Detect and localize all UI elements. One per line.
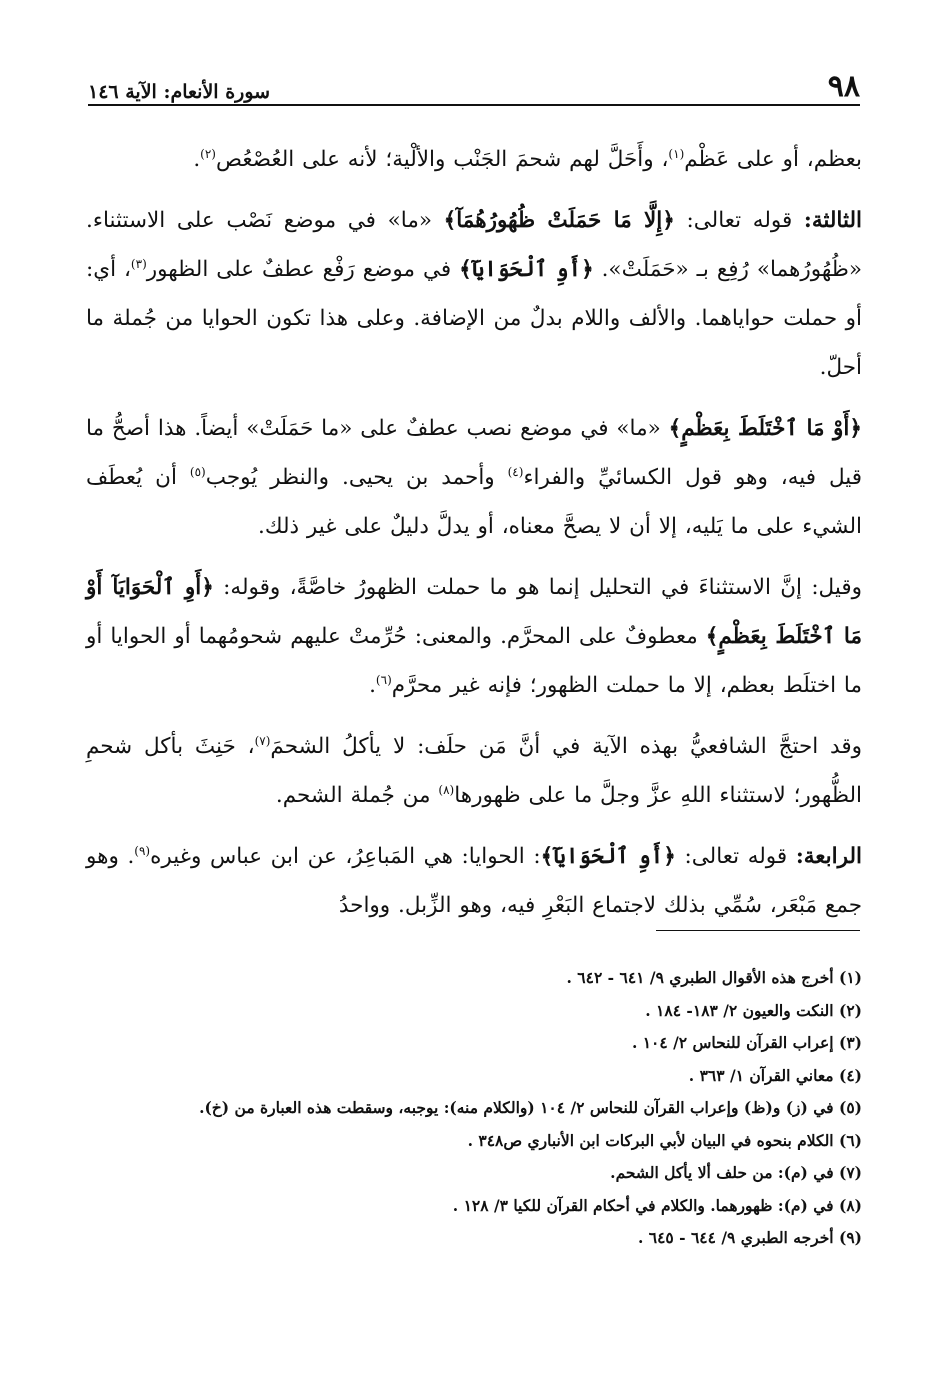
text-run: قوله تعالى: [674,208,804,233]
text-run: في موضع رَفْع عطفٌ على الظهور [146,257,460,282]
footnote-item: (٦) الكلام بنحوه في البيان لأبي البركات ابن الأنباري ص٣٤٨ . [467,1130,862,1150]
text-run: وقد احتجَّ الشافعيُّ بهذه الآية في أنَّ مَن حلَف: لا يأكلُ الشحمَ [270,734,862,759]
footnote-item: (٤) معاني القرآن ١/ ٣٦٣ . [688,1065,862,1085]
text-run: ، حَنِثَ بأكل شحمِ الظُّهور؛ لاستثناء اللهِ عزَّ وجلَّ ما على ظهورها [86,734,862,808]
text-run: «ما» في موضع نَصْب على الاستثناء. «ظُهُورُهما» رُفِع بـ «حَمَلَتْ». [86,208,863,282]
footnote-ref: (٥) [189,464,206,479]
page-number: ٩٨ [827,69,860,104]
footnote-item: (٧) في (م): من حلف ألا يأكل الشحم. [610,1163,862,1182]
footnotes [86,962,862,1255]
main-text [86,135,862,942]
text-run: قوله تعالى: [675,844,796,869]
text-run: ، وأَحَلَّ لهم شحمَ الجَنْب والألْية؛ لأنه على العُصْعُص [215,147,669,172]
running-header [88,62,860,102]
text-run: «ما» في موضع نصب عطفٌ على «ما حَمَلَتْ» أيضاً. هذا أصحُّ ما قيل فيه، وهو قول الكسائيِّ والفراء [86,416,862,490]
footnote-separator [656,930,860,931]
footnote-item: (٥) في (ز) و(ظ) وإعراب القرآن للنحاس ٢/ ١٠٤ (والكلام منه): يوجبه، وسقطت هذه العبارة من (خ). [199,1098,862,1117]
footnote-ref: (٨) [438,782,455,797]
quran-quote: ﴿أَوِ ٱلْحَوَايَآ أَوْ مَا ٱخْتَلَطَ بِعَظْمٍ﴾ [86,575,862,649]
paragraph [86,404,862,551]
footnote-ref: (١) [668,146,685,161]
footnote-item: (٢) النكت والعيون ٢/ ١٨٣- ١٨٤ . [645,1000,862,1020]
paragraph [86,563,862,710]
footnote-item: (١) أخرج هذه الأقوال الطبري ٩/ ٦٤١ - ٦٤٢ . [566,968,862,987]
paragraph [86,832,862,930]
paragraph [86,722,862,820]
text-run: : الحوايا: هي المَباعِرُ، عن ابن عباس وغيره [150,844,541,869]
text-run: معطوفٌ على المحرَّم. والمعنى: حُرِّمتْ عليهم شحومُهما أو الحوايا أو ما اختلَط بعظم، إلا ما حملت الظهور؛ فإنه غير محرَّم [86,624,862,698]
section-heading: الرابعة: [795,844,862,869]
footnote-ref: (٢) [200,146,216,161]
header-rule [88,104,860,106]
paragraph [86,196,862,392]
section-heading: الثالثة: [803,208,862,233]
text-run: من جُملة الشحم. [275,783,439,808]
quran-quote: ﴿أَوْ مَا ٱخْتَلَطَ بِعَظْمٍ﴾ [668,416,862,441]
text-run: وقيل: إنَّ الاستثناءَ في التحليل إنما هو ما حملت الظهورُ خاصَّةً، وقوله: [213,575,862,600]
footnote-item: (٩) أخرجه الطبري ٩/ ٦٤٤ - ٦٤٥ . [637,1228,862,1247]
quran-quote: ﴿إِلَّا مَا حَمَلَتْ ظُهُورُهُمَآ﴾ [443,208,675,233]
chapter-title: سورة الأنعام: الآية ١٤٦ [88,81,271,103]
text-run: وأحمد بن يحيى. والنظر يُوجب [205,465,508,490]
quran-quote: ﴿أَوِ ٱلْحَوَايَآ﴾ [540,844,676,869]
text-run: ، أي: أو حملت حواياهما. والألف واللام بدلٌ من الإضافة. وعلى هذا تكون الحوايا من جُملة ما أحلّ. [86,257,862,380]
text-run: . [369,673,376,698]
text-run: . [193,147,201,172]
text-run: أن يُعطَف الشيء على ما يَليه، إلا أن لا يصحَّ معناه، أو يدلَّ دليلٌ على غير ذلك. [86,465,862,539]
footnote-ref: (٩) [134,843,151,858]
footnote-item: (٣) إعراب القرآن للنحاس ٢/ ١٠٤ . [631,1033,862,1052]
paragraph [86,135,862,184]
text-run: . وهو جمع مَبْعَر، سُمِّي بذلك لاجتماع البَعْرِ فيه، وهو الزِّبل. وواحدُ [86,844,862,918]
footnote-ref: (٣) [130,256,147,271]
footnote-item: (٨) في (م): ظهورهما. والكلام في أحكام القرآن للكيا ٣/ ١٢٨ . [452,1195,862,1215]
footnote-ref: (٤) [507,464,524,479]
text-run: بعظم، أو على عَظْم [684,147,862,172]
quran-quote: ﴿أَوِ ٱلْحَوَايَآ﴾ [459,257,594,282]
footnote-ref: (٦) [375,672,392,687]
footnote-ref: (٧) [254,733,271,748]
